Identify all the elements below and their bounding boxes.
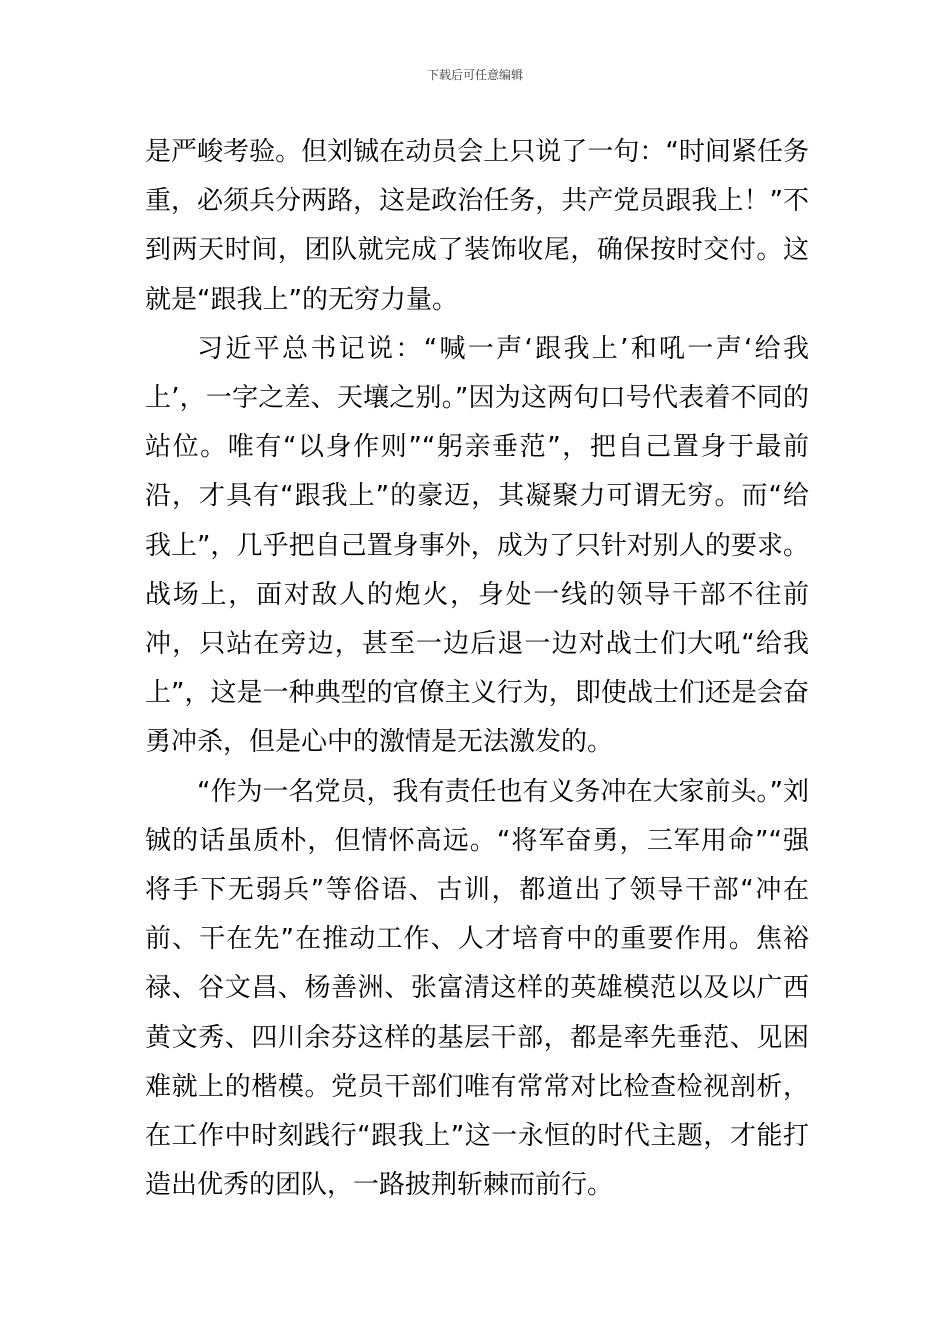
document-body xyxy=(145,128,809,1210)
paragraph-2: 习近平总书记说：“喊一声‘跟我上’和吼一声‘给我上’，一字之差、天壤之别。”因为这两句口号代表着不同的站位。唯有“以身作则”“躬亲垂范”，把自己置身于最前沿，才具有“跟我上”的豪迈，其凝聚力可谓无穷。而“给我上”，几乎把自己置身事外，成为了只针对别人的要求。战场上，面对敌人的炮火，身处一线的领导干部不往前冲，只站在旁边，甚至一边后退一边对战士们大吼“给我上”，这是一种典型的官僚主义行为，即使战士们还是会奋勇冲杀，但是心中的激情是无法激发的。 xyxy=(145,333,809,758)
paragraph-1: 是严峻考验。但刘铖在动员会上只说了一句：“时间紧任务重，必须兵分两路，这是政治任务，共产党员跟我上！”不到两天时间，团队就完成了装饰收尾，确保按时交付。这就是“跟我上”的无穷力量。 xyxy=(145,137,809,315)
page-header-note: 下载后可任意编辑 xyxy=(426,68,523,82)
paragraph-3: “作为一名党员，我有责任也有义务冲在大家前头。”刘铖的话虽质朴，但情怀高远。“将军奋勇，三军用命”“强将手下无弱兵”等俗语、古训，都道出了领导干部“冲在前、干在先”在推动工作、人才培育中的重要作用。焦裕禄、谷文昌、杨善洲、张富清这样的英雄模范以及以广西黄文秀、四川余芬这样的基层干部，都是率先垂范、见困难就上的楷模。党员干部们唯有常常对比检查检视剖析，在工作中时刻践行“跟我上”这一永恒的时代主题，才能打造出优秀的团队，一路披荆斩棘而前行。 xyxy=(145,776,809,1201)
